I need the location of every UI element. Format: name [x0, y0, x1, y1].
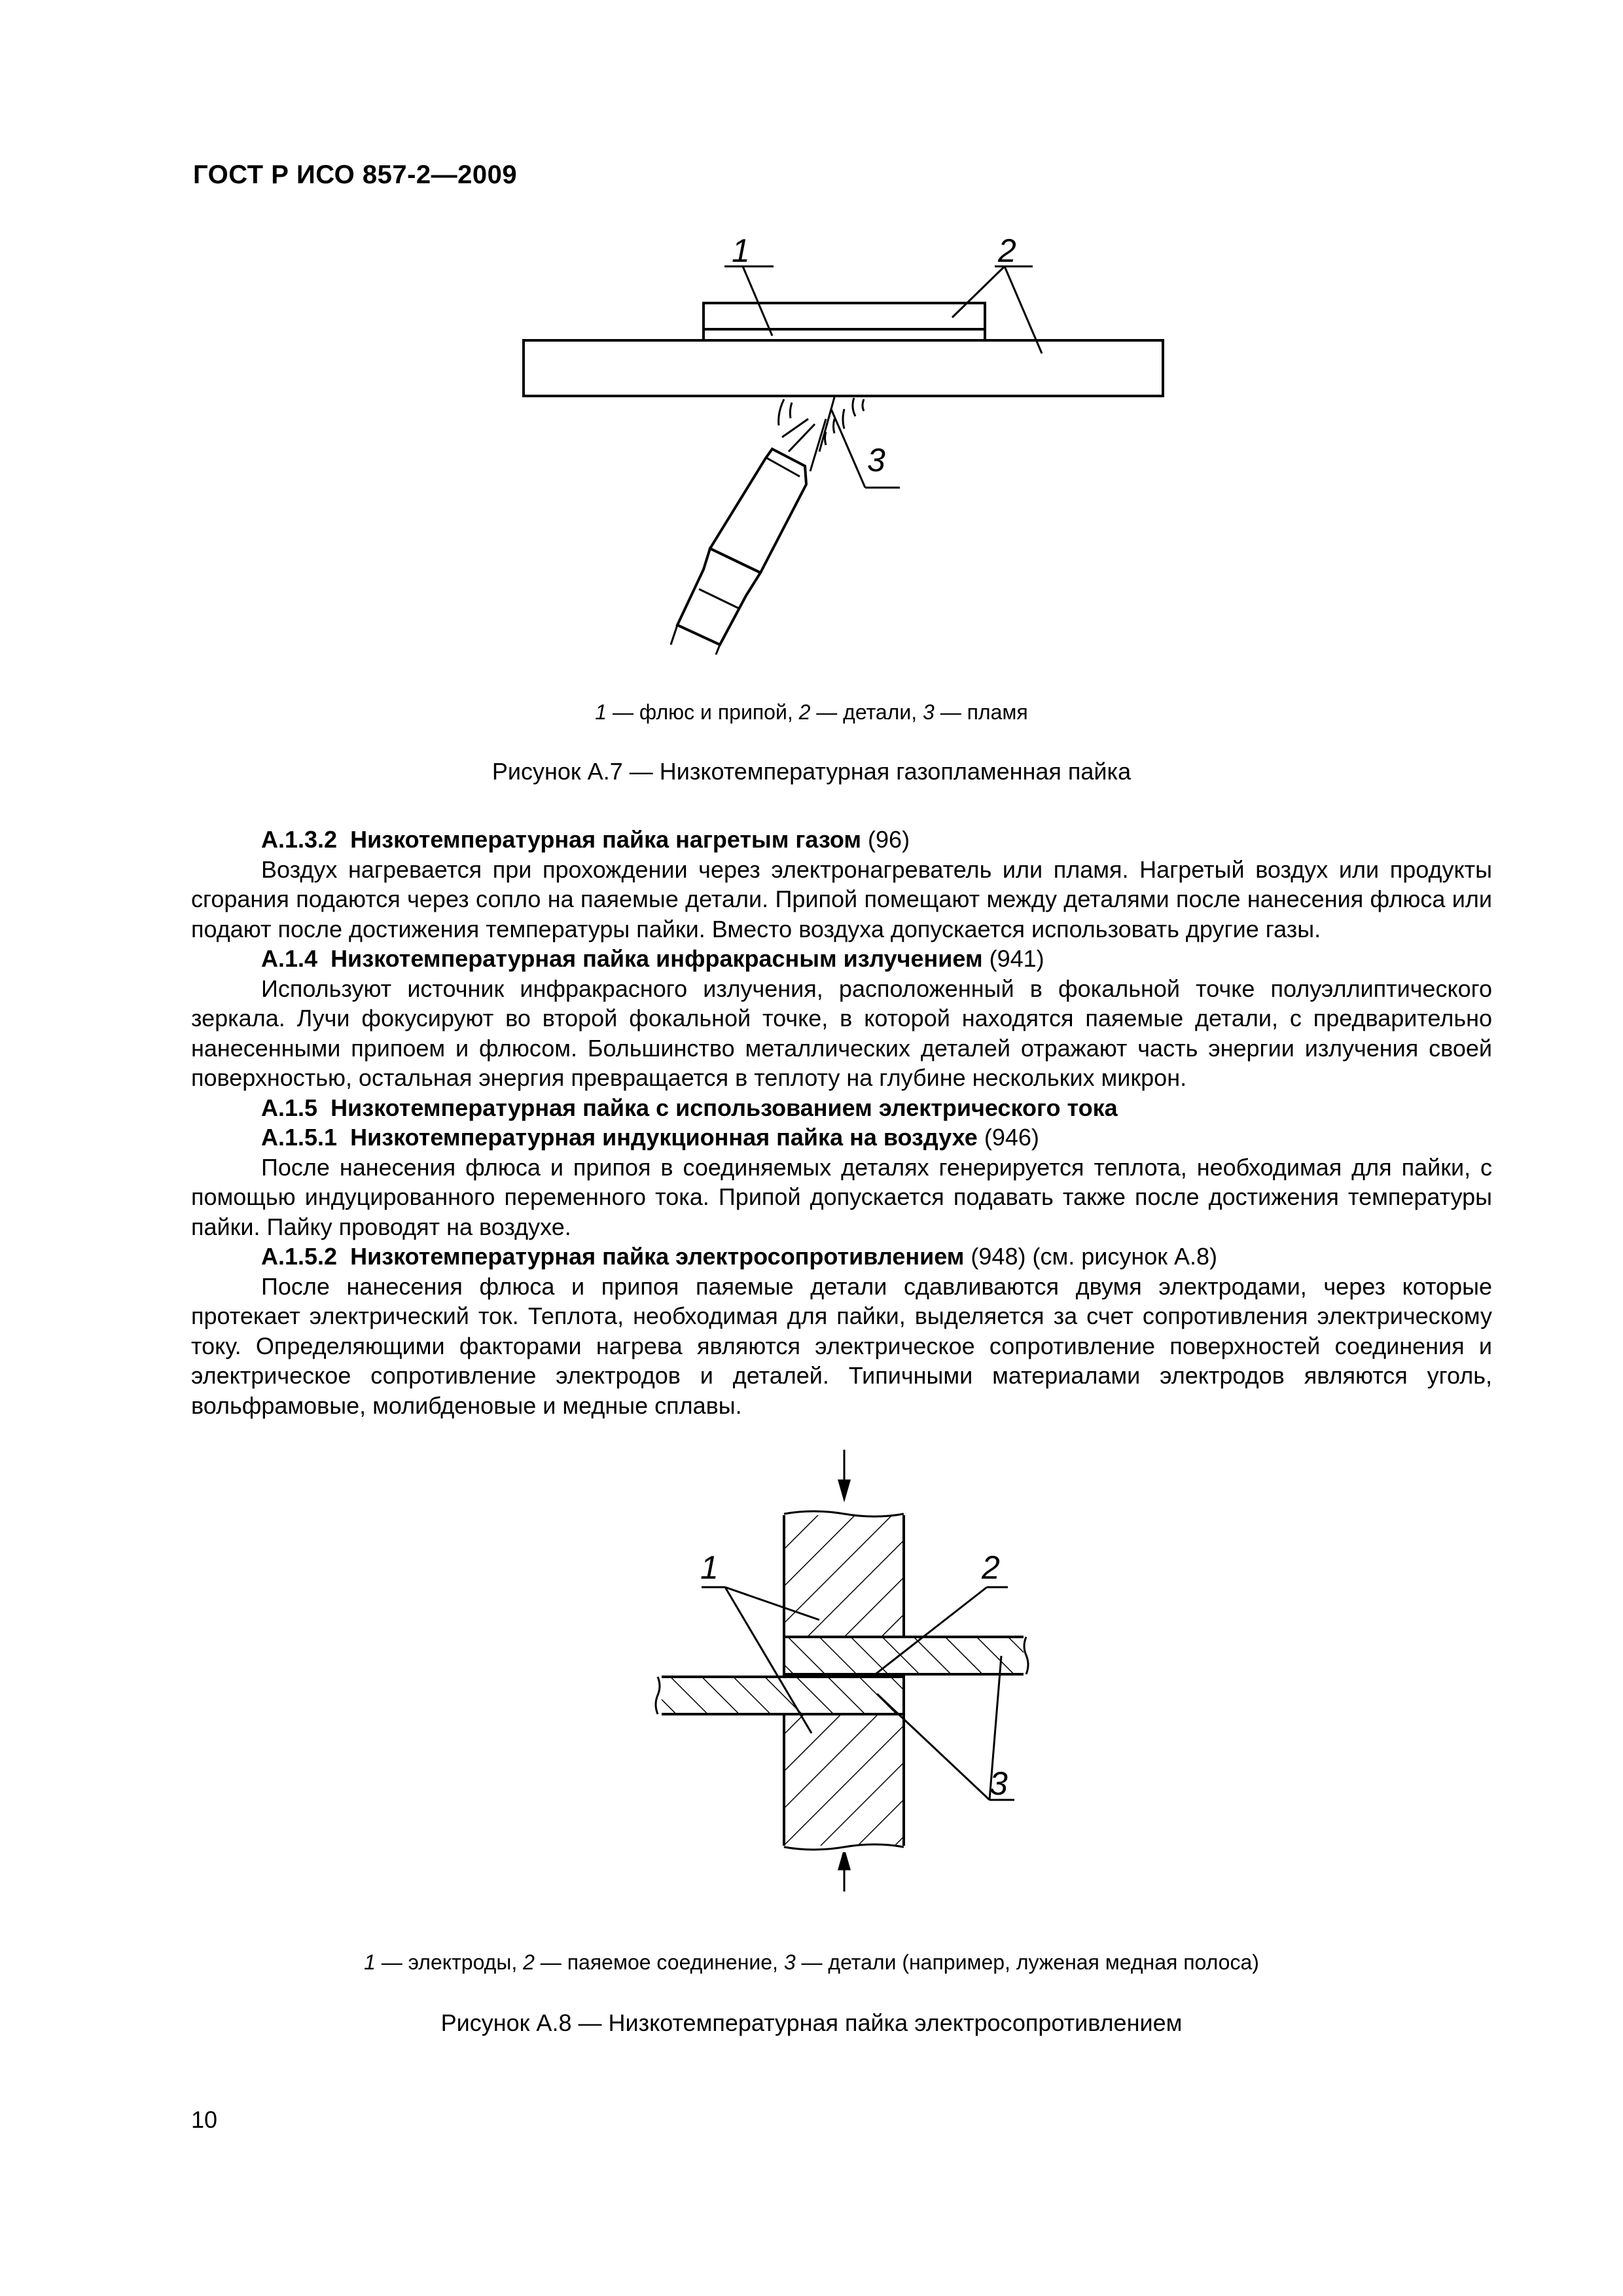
figure-a8 [648, 1440, 1054, 1924]
paragraph-infrared: Используют источник инфракрасного излучения, расположенный в фокальной точке полуэллиптического зеркала. Лучи фокусируют во второй фокальной точке, в которой находятся паяемые детали, с предварительно нанесенными припоем и флюсом. Большинство металлических деталей отражают часть энергии излучения своей поверхностью, остальная энергия превращается в теплоту на глубине нескольких микрон. [191, 975, 1492, 1091]
a8-caption: Рисунок А.8 — Низкотемпературная пайка электросопротивлением [440, 2009, 1183, 2036]
section-a1-4: А.1.4 Низкотемпературная пайка инфракрасным излучением (941) [261, 945, 1044, 972]
a7-callout-1: 1 [732, 232, 750, 269]
paragraph-resistance: После нанесения флюса и припоя паяемые детали сдавливаются двумя электродами, через которые протекает электрический ток. Теплота, необходимая для пайки, выделяется за счет сопротивления электрическому току. Определяющими факторами нагрева являются электрическое сопротивление поверхностей соединения и электрическое сопротивление электродов и деталей. Типичными материалами электродов являются уголь, вольфрамовые, молибденовые и медные сплавы. [191, 1272, 1492, 1419]
a7-callout-3: 3 [867, 442, 885, 478]
section-a1-5-2: А.1.5.2 Низкотемпературная пайка электросопротивлением (948) (см. рисунок А.8) [261, 1243, 1218, 1270]
a7-legend: 1 — флюс и припой, 2 — детали, 3 — пламя [595, 700, 1028, 724]
section-a1-3-2: А.1.3.2 Низкотемпературная пайка нагретым газом (96) [261, 826, 910, 853]
page-number: 10 [191, 2106, 218, 2133]
a7-caption: Рисунок А.7 — Низкотемпературная газопламенная пайка [491, 758, 1132, 785]
section-a1-5: А.1.5 Низкотемпературная пайка с использованием электрического тока [261, 1094, 1118, 1121]
base-part [524, 340, 1163, 396]
paragraph-induction: После нанесения флюса и припоя в соединяемых деталях генерируется теплота, необходимая для пайки, с помощью индуцированного переменного тока. Припой допускается подавать также после достижения температуры пайки. Пайку проводят на воздухе. [191, 1153, 1492, 1240]
a8-legend: 1 — электроды, 2 — паяемое соединение, 3 — детали (например, луженая медная полоса) [364, 1950, 1259, 1974]
a8-callout-3: 3 [990, 1765, 1008, 1802]
section-a1-5-1: А.1.5.1 Низкотемпературная индукционная пайка на воздухе (946) [261, 1124, 1039, 1151]
a7-callout-2: 2 [998, 232, 1016, 269]
upper-strip [784, 1637, 1026, 1674]
solder-layer [704, 329, 985, 340]
upper-electrode [784, 1514, 904, 1637]
document-header: ГОСТ Р ИСО 857-2—2009 [193, 160, 518, 189]
a8-callout-1: 1 [700, 1549, 719, 1586]
upper-part [704, 303, 985, 329]
torch-body [677, 548, 760, 645]
figure-a7 [510, 223, 1191, 681]
paragraph-hot-gas: Воздух нагревается при прохождении через электронагреватель или пламя. Нагретый воздух или продукты сгорания подаются через сопло на паяемые детали. Припой помещают между деталями после нанесения флюса или подают после достижения температуры пайки. Вместо воздуха допускается использовать другие газы. [191, 855, 1492, 942]
lower-electrode [784, 1714, 904, 1848]
body-text [191, 825, 1492, 1420]
a8-callout-2: 2 [982, 1549, 1000, 1586]
